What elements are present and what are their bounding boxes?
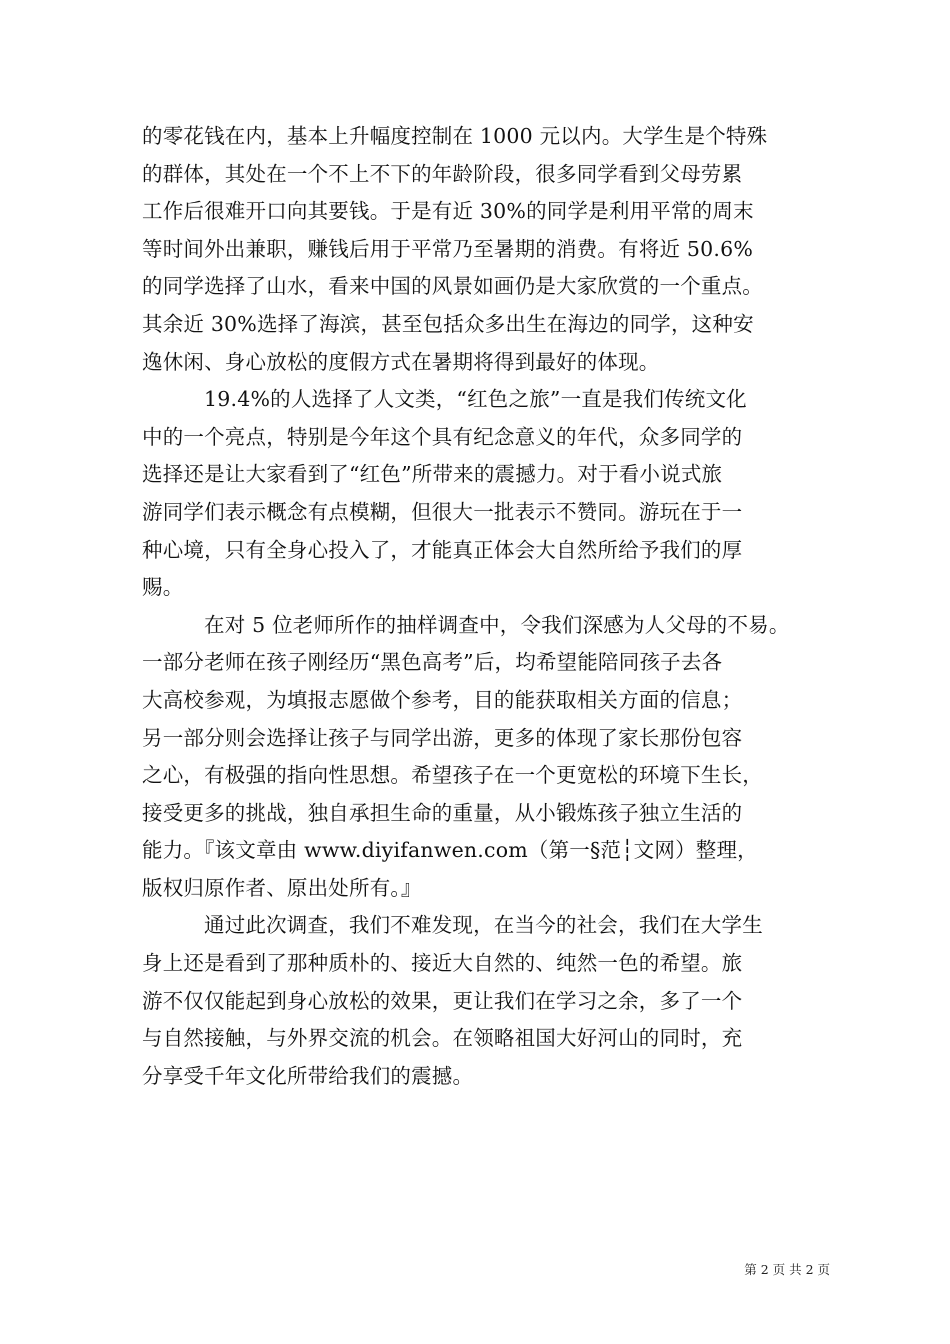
paragraph-line: 通过此次调查，我们不难发现，在当今的社会，我们在大学生 bbox=[204, 913, 763, 938]
paragraph-line: 选择还是让大家看到了“红色”所带来的震撼力。对于看小说式旅 bbox=[142, 462, 723, 487]
paragraph-line: 其余近 30%选择了海滨，甚至包括众多出生在海边的同学，这种安 bbox=[142, 311, 754, 336]
paragraph-line: 中的一个亮点，特别是今年这个具有纪念意义的年代，众多同学的 bbox=[142, 424, 743, 449]
paragraph-line: 身上还是看到了那种质朴的、接近大自然的、纯然一色的希望。旅 bbox=[142, 951, 743, 976]
paragraph-line: 赐。 bbox=[142, 575, 184, 600]
paragraph-line: 工作后很难开口向其要钱。于是有近 30%的同学是利用平常的周末 bbox=[142, 199, 754, 224]
paragraph-line: 能力。『该文章由 www.diyifanwen.com（第一§范┆文网）整理， bbox=[142, 838, 758, 863]
paragraph-line: 等时间外出兼职，赚钱后用于平常乃至暑期的消费。有将近 50.6% bbox=[142, 236, 754, 261]
paragraph-line: 大高校参观，为填报志愿做个参考，目的能获取相关方面的信息； bbox=[142, 687, 743, 712]
paragraph-line: 游同学们表示概念有点模糊，但很大一批表示不赞同。游玩在于一 bbox=[142, 499, 743, 524]
paragraph-line: 接受更多的挑战，独自承担生命的重量，从小锻炼孩子独立生活的 bbox=[142, 800, 743, 825]
paragraph-line: 游不仅仅能起到身心放松的效果，更让我们在学习之余，多了一个 bbox=[142, 988, 743, 1013]
paragraph-3 bbox=[142, 607, 832, 908]
paragraph-line: 分享受千年文化所带给我们的震撼。 bbox=[142, 1063, 474, 1088]
body-text bbox=[142, 118, 832, 1095]
paragraph-line: 19.4%的人选择了人文类，“红色之旅”一直是我们传统文化 bbox=[204, 387, 747, 412]
paragraph-line: 版权归原作者、原出处所有。』 bbox=[142, 875, 422, 900]
paragraph-line: 逸休闲、身心放松的度假方式在暑期将得到最好的体现。 bbox=[142, 349, 660, 374]
paragraph-2 bbox=[142, 381, 832, 607]
paragraph-4 bbox=[142, 907, 832, 1095]
paragraph-line: 一部分老师在孩子刚经历“黑色高考”后，均希望能陪同孩子去各 bbox=[142, 650, 723, 675]
page-number: 第 2 页 共 2 页 bbox=[744, 1262, 830, 1277]
paragraph-line: 种心境，只有全身心投入了，才能真正体会大自然所给予我们的厚 bbox=[142, 537, 743, 562]
paragraph-line: 之心，有极强的指向性思想。希望孩子在一个更宽松的环境下生长， bbox=[142, 763, 763, 788]
paragraph-line: 另一部分则会选择让孩子与同学出游，更多的体现了家长那份包容 bbox=[142, 725, 743, 750]
paragraph-line: 与自然接触，与外界交流的机会。在领略祖国大好河山的同时，充 bbox=[142, 1026, 743, 1051]
paragraph-line: 的零花钱在内，基本上升幅度控制在 1000 元以内。大学生是个特殊 bbox=[142, 124, 768, 148]
paragraph-1 bbox=[142, 118, 832, 381]
paragraph-line: 的同学选择了山水，看来中国的风景如画仍是大家欣赏的一个重点。 bbox=[142, 274, 763, 299]
paragraph-line: 的群体，其处在一个不上不下的年龄阶段，很多同学看到父母劳累 bbox=[142, 161, 743, 186]
paragraph-line: 在对 5 位老师所作的抽样调查中，令我们深感为人父母的不易。 bbox=[204, 612, 790, 637]
